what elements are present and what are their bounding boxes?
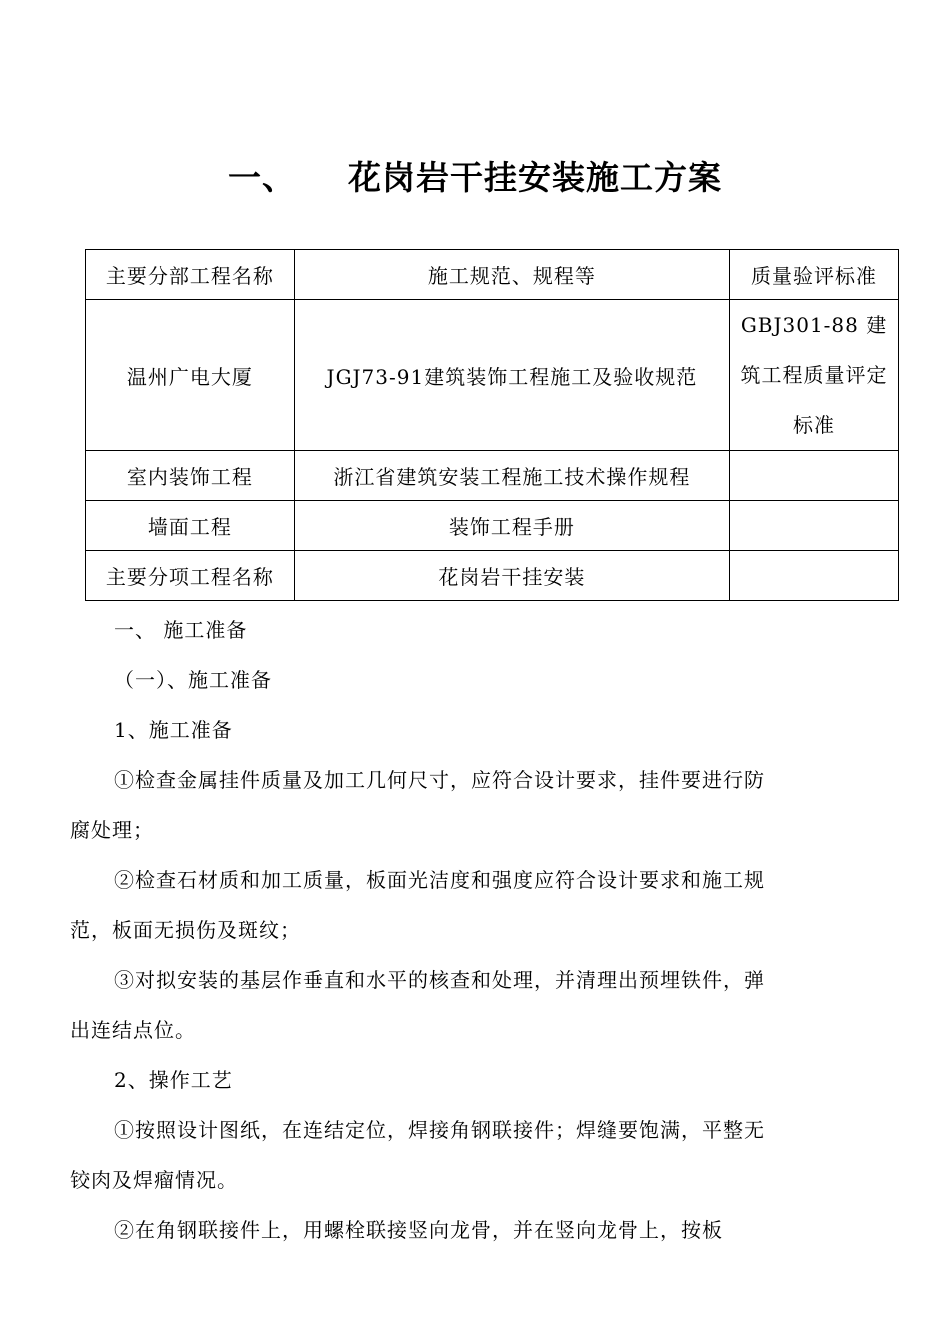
paragraph: ②检查石材质和加工质量，板面光洁度和强度应符合设计要求和施工规范，板面无损伤及斑纹；	[70, 868, 765, 942]
paragraph: ①按照设计图纸，在连结定位，焊接角钢联接件；焊缝要饱满，平整无铰肉及焊瘤情况。	[70, 1118, 765, 1192]
paragraph: ③对拟安装的基层作垂直和水平的核查和处理，并清理出预埋铁件，弹出连结点位。	[70, 968, 765, 1042]
table-cell: 浙江省建筑安装工程施工技术操作规程	[294, 451, 729, 501]
table-row	[86, 551, 899, 601]
table-cell	[730, 501, 899, 551]
spec-table	[85, 249, 899, 601]
table-cell: JGJ73-91建筑装饰工程施工及验收规范	[294, 300, 729, 451]
table-cell: GBJ301-88 建筑工程质量评定标准	[730, 300, 899, 451]
table-row	[86, 451, 899, 501]
table-header-cell: 主要分部工程名称	[86, 250, 295, 300]
table-row	[86, 501, 899, 551]
table-cell: 花岗岩干挂安装	[294, 551, 729, 601]
table-cell: 墙面工程	[86, 501, 295, 551]
title-text: 花岗岩干挂安装施工方案	[348, 158, 722, 197]
body-text	[70, 605, 770, 1255]
section-heading: 一、 施工准备	[114, 618, 248, 642]
item-heading: 1、施工准备	[114, 718, 233, 742]
title-number: 一、	[228, 158, 296, 197]
table-header-row	[86, 250, 899, 300]
table-row	[86, 300, 899, 451]
item-heading: 2、操作工艺	[114, 1068, 233, 1092]
table-header-cell: 质量验评标准	[730, 250, 899, 300]
table-cell: 室内装饰工程	[86, 451, 295, 501]
subsection-heading: （一）、施工准备	[114, 668, 272, 692]
table-cell	[730, 451, 899, 501]
paragraph: ②在角钢联接件上，用螺栓联接竖向龙骨，并在竖向龙骨上，按板	[114, 1218, 723, 1242]
table-cell: 温州广电大厦	[86, 300, 295, 451]
table-cell: 装饰工程手册	[294, 501, 729, 551]
page-title	[0, 152, 950, 199]
paragraph: ①检查金属挂件质量及加工几何尺寸，应符合设计要求，挂件要进行防腐处理；	[70, 768, 765, 842]
table-cell: 主要分项工程名称	[86, 551, 295, 601]
table-cell	[730, 551, 899, 601]
table-header-cell: 施工规范、规程等	[294, 250, 729, 300]
